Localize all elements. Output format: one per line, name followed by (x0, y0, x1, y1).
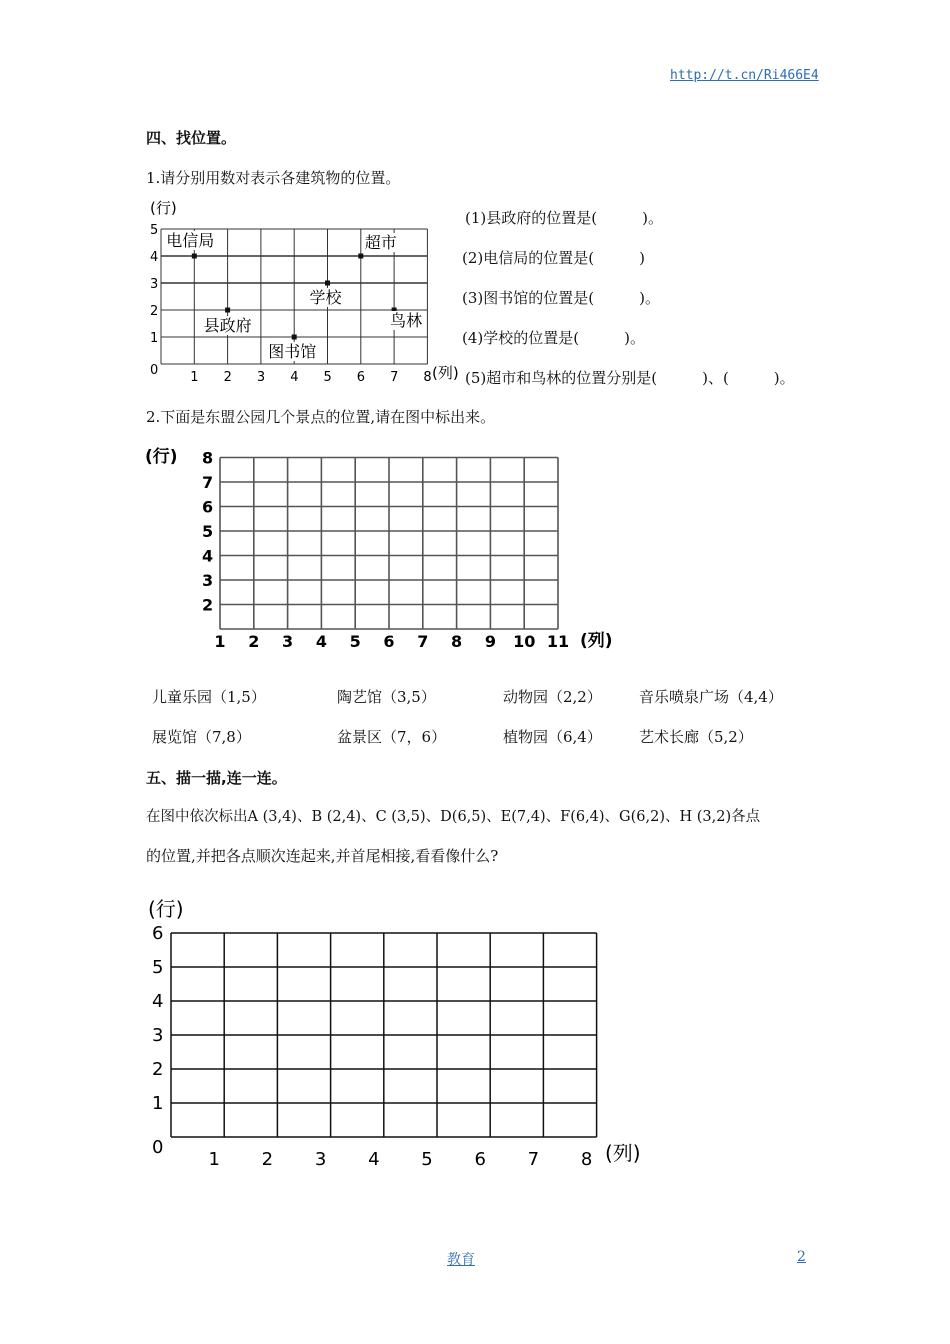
y-tick-label: 3 (202, 571, 214, 590)
x-tick-label: 2 (261, 1149, 274, 1170)
x-tick-label: 4 (315, 632, 327, 651)
spot-item: 动物园（2,2） (503, 688, 602, 706)
spot-item: 儿童乐园（1,5） (152, 688, 266, 706)
y-tick-label: 1 (150, 331, 159, 346)
q2-prompt: 2.下面是东盟公园几个景点的位置,请在图中标出来。 (146, 408, 496, 426)
q1-question-5: (5)超市和鸟林的位置分别是( )、( )。 (465, 369, 795, 387)
x-tick-label: 8 (451, 632, 463, 651)
q1-question-2: (2)电信局的位置是( ) (462, 249, 645, 267)
y-tick-label: 4 (202, 546, 214, 566)
y-tick-label: 1 (152, 1093, 164, 1114)
y-tick-label: 5 (152, 957, 164, 978)
q1-question-3: (3)图书馆的位置是( )。 (462, 289, 660, 307)
y-tick-label: 4 (152, 991, 164, 1012)
y-tick-label: 0 (150, 363, 159, 378)
q1-question-1: (1)县政府的位置是( )。 (465, 209, 663, 227)
x-tick-label: 6 (383, 632, 395, 651)
spot-item: 盆景区（7，6） (337, 728, 447, 746)
q1-prompt: 1.请分别用数对表示各建筑物的位置。 (146, 169, 401, 187)
x-tick-label: 5 (349, 632, 361, 651)
q1-question-4: (4)学校的位置是( )。 (462, 329, 645, 347)
section5-grid-chart (140, 890, 660, 1175)
x-tick-label: 3 (314, 1149, 327, 1170)
x-tick-label: 1 (208, 1149, 220, 1170)
x-tick-label: 1 (190, 370, 199, 385)
x-tick-label: 3 (282, 632, 294, 651)
q1-row-axis-label: (行) (150, 199, 177, 217)
place-label: 超市 (364, 233, 397, 252)
place-label: 学校 (309, 288, 342, 307)
spot-item: 植物园（6,4） (503, 728, 602, 746)
x-tick-label: 11 (546, 632, 570, 651)
place-label: 图书馆 (268, 342, 317, 361)
q2-park-grid-chart (140, 440, 640, 655)
x-tick-label: 4 (368, 1149, 380, 1170)
place-point (225, 308, 230, 313)
y-tick-label: 2 (202, 595, 214, 615)
x-tick-label: 8 (580, 1149, 593, 1170)
place-label: 电信局 (166, 231, 215, 250)
y-tick-label: 5 (150, 223, 159, 238)
section4-title: 四、找位置。 (146, 129, 237, 147)
y-tick-label: 5 (202, 522, 214, 541)
x-tick-label: 7 (417, 632, 429, 651)
x-tick-label: 7 (390, 370, 399, 385)
y-tick-label: 6 (152, 923, 164, 944)
footer-label[interactable]: 教育 (447, 1252, 475, 1268)
x-tick-label: 9 (484, 632, 496, 651)
y-tick-label: 6 (202, 497, 214, 517)
page-number: 2 (797, 1249, 806, 1265)
q2-col-axis-label: (列) (580, 631, 613, 651)
spot-item: 展览馆（7,8） (152, 728, 251, 746)
x-tick-label: 3 (256, 370, 266, 385)
y-tick-label: 7 (202, 473, 214, 492)
y-tick-label: 4 (150, 250, 159, 265)
spot-item: 陶艺馆（3,5） (337, 688, 436, 706)
section5-grid (171, 933, 597, 1137)
place-point (192, 254, 197, 259)
place-label: 鸟林 (390, 311, 423, 330)
section5-row-axis-label: (行) (148, 897, 184, 921)
place-point (292, 335, 297, 340)
x-tick-label: 5 (421, 1149, 433, 1170)
header-url-link[interactable]: http://t.cn/Ri466E4 (670, 68, 819, 83)
place-point (358, 254, 363, 259)
x-tick-label: 2 (223, 370, 232, 385)
q2-row-axis-label: (行) (145, 447, 178, 467)
spot-item: 音乐喷泉广场（4,4） (639, 688, 783, 706)
x-tick-label: 6 (474, 1149, 486, 1170)
x-tick-label: 10 (513, 632, 536, 651)
y-tick-label: 0 (152, 1137, 164, 1158)
section5-title: 五、描一描,连一连。 (146, 769, 287, 787)
q1-position-chart (140, 195, 465, 385)
place-point (325, 281, 330, 286)
y-tick-label: 3 (150, 277, 159, 292)
x-tick-label: 7 (527, 1149, 540, 1170)
section5-instruction-line2: 的位置,并把各点顺次连起来,并首尾相接,看看像什么? (146, 847, 499, 865)
x-tick-label: 8 (423, 370, 432, 385)
x-tick-label: 2 (248, 632, 260, 651)
x-tick-label: 5 (323, 370, 332, 385)
y-tick-label: 3 (152, 1025, 164, 1046)
section5-col-axis-label: (列) (605, 1141, 641, 1165)
q1-col-axis-label: (列) (432, 364, 459, 382)
x-tick-label: 1 (214, 632, 226, 651)
section5-instruction-line1: 在图中依次标出A (3,4)、B (2,4)、C (3,5)、D(6,5)、E(7,4)、F(6,4)、G(6,2)、H (3,2)各点 (146, 809, 761, 825)
x-tick-label: 6 (356, 370, 366, 385)
y-tick-label: 8 (202, 448, 214, 468)
y-tick-label: 2 (150, 304, 159, 319)
place-label: 县政府 (203, 316, 252, 335)
q2-grid (220, 458, 558, 630)
spot-item: 艺术长廊（5,2） (639, 728, 753, 746)
y-tick-label: 2 (152, 1059, 164, 1080)
x-tick-label: 4 (290, 370, 299, 385)
